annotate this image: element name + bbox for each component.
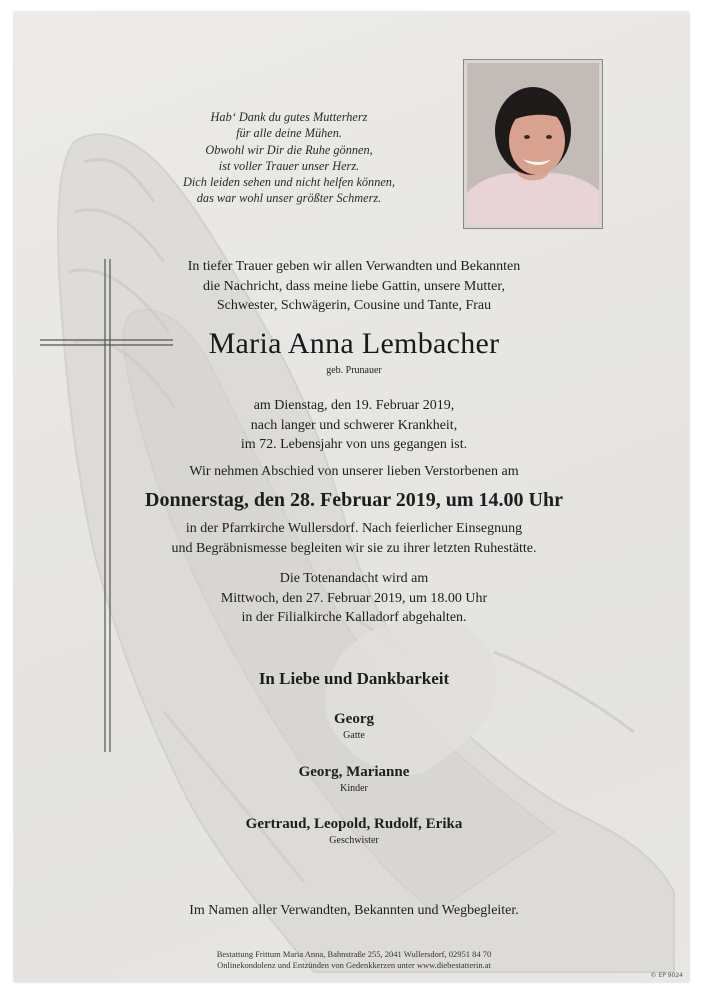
poem-line: für alle deine Mühen. [236,126,342,141]
death-line: im 72. Lebensjahr von uns gegangen ist. [240,437,468,452]
portrait-image [467,63,599,225]
funeral-date: Donnerstag, den 28. Februar 2019, um 14.00 Uhr [145,489,563,511]
obituary-card [14,12,689,982]
mourner-relation: Kinder [340,783,368,794]
poem-line: Dich leiden sehen und nicht helfen können, [182,175,396,190]
mourner-group [174,763,534,795]
mourner-relation: Geschwister [329,835,379,846]
mourner-name: Georg, Marianne [298,764,410,780]
rosary-line: Die Totenandacht wird am [279,571,429,586]
mourner-group [174,815,534,847]
portrait-photo [463,59,603,229]
rosary-line: in der Filialkirche Kalladorf abgehalten. [241,610,467,625]
print-code: © EP 9024 [650,972,683,979]
death-line: nach langer und schwerer Krankheit, [250,417,458,433]
funeral-line: in der Pfarrkirche Wullersdorf. Nach feierlicher Einsegnung [185,521,523,536]
intro-line: die Nachricht, dass meine liebe Gattin, unsere Mutter, [203,278,505,294]
funeral-line: und Begräbnismesse begleiten wir sie zu ihrer letzten Ruhestätte. [171,540,537,556]
funeral-details [134,519,574,558]
love-heading: In Liebe und Dankbarkeit [258,669,450,688]
birth-name: geb. Prunauer [326,365,382,376]
intro-line: Schwester, Schwägerin, Cousine und Tante, Frau [216,298,492,313]
death-line: am Dienstag, den 19. Februar 2019, [253,398,455,413]
intro-line: In tiefer Trauer geben wir allen Verwandten und Bekannten [187,259,521,274]
poem-line: ist voller Trauer unser Herz. [218,158,360,173]
closing-line: Im Namen aller Verwandten, Bekannten und Wegbegleiter. [189,903,519,918]
mourner-name: Gertraud, Leopold, Rudolf, Erika [245,816,463,832]
poem-line: Obwohl wir Dir die Ruhe gönnen, [205,142,373,157]
mourner-relation: Gatte [343,730,365,741]
poem-line: Hab‘ Dank du gutes Mutterherz [210,110,368,124]
footer-line: Bestattung Frittum Maria Anna, Bahnstraße 255, 2041 Wullersdorf, 02951 84 70 [216,949,492,959]
death-notice [174,396,534,455]
mourner-group [174,710,534,742]
rosary-line: Mittwoch, den 27. Februar 2019, um 18.00 Uhr [220,590,488,606]
memorial-poem [174,109,404,207]
mourner-name: Georg [334,711,374,727]
poem-line: das war wohl unser größter Schmerz. [196,191,382,206]
footer-line: Onlinekondolenz und Entzünden von Gedenkkerzen unter www.diebestatterin.at [217,960,491,970]
announcement-intro [174,257,534,316]
funeral-home-footer [134,949,574,971]
deceased-name: Maria Anna Lembacher [208,327,500,360]
rosary-notice [174,569,534,628]
farewell-text: Wir nehmen Abschied von unserer lieben Verstorbenen am [189,464,519,479]
